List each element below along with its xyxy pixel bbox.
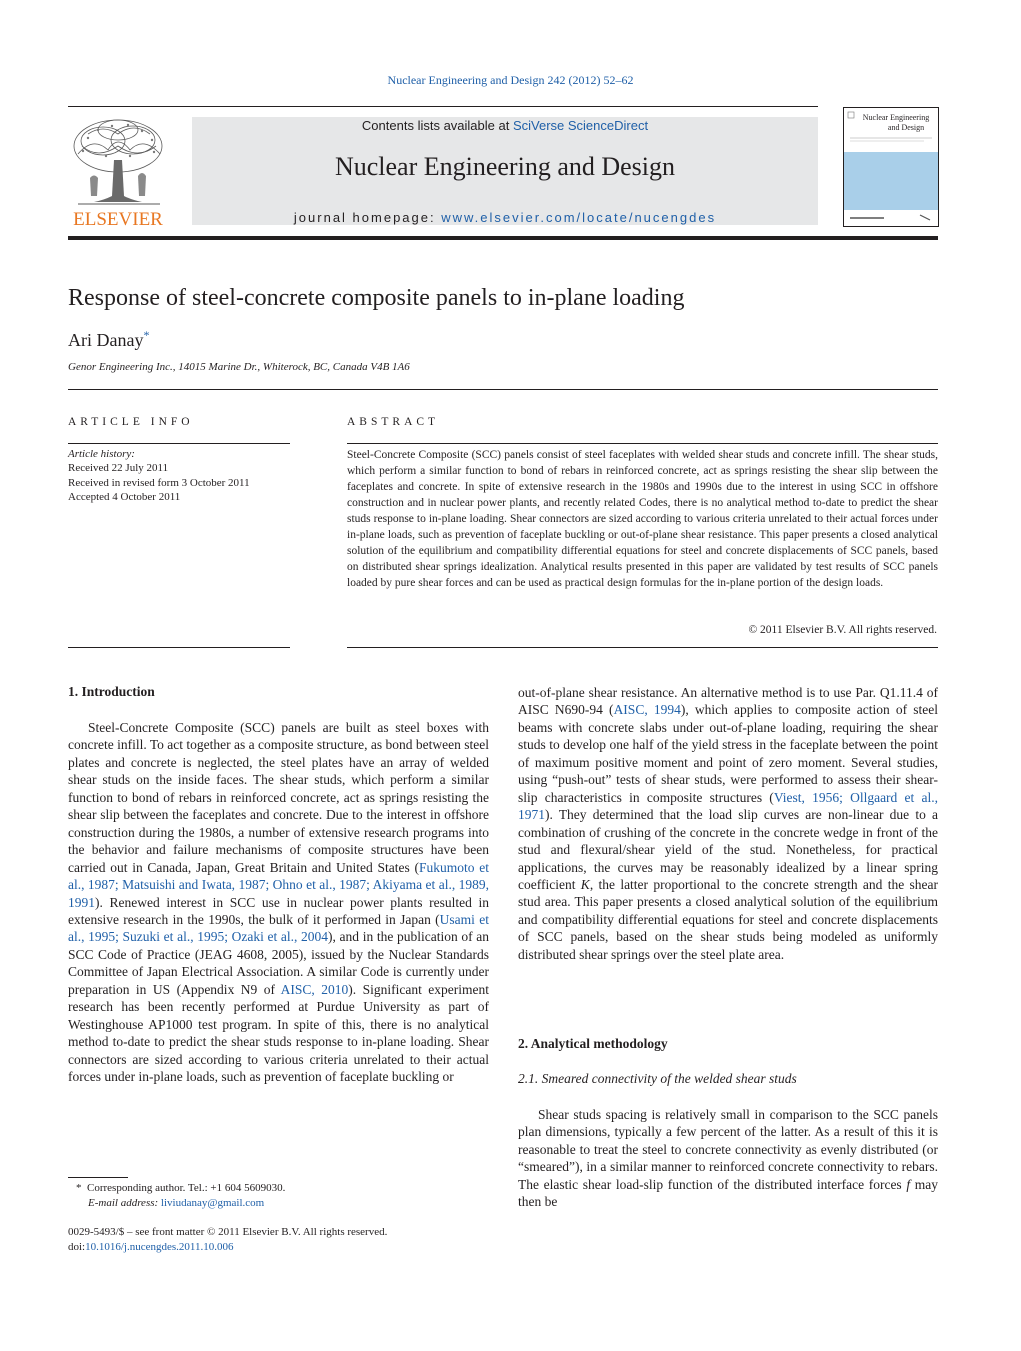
cont-text-4: , the latter proportional to the concrete strength and the shear stud area. This paper presents a closed analytical solution of the equilibrium and compatibility differential equations for steel and concrete displacements of SCC panels, based on the shear studs being modeled as uniformly distributed shear springs over the steel plate area. [518, 876, 938, 962]
journal-homepage-line [192, 210, 818, 225]
spring-coefficient-symbol: K [580, 876, 590, 892]
author-email-link[interactable]: liviudanay@gmail.com [160, 1197, 265, 1209]
article-history [68, 447, 250, 505]
abstract-heading: ABSTRACT [347, 416, 440, 428]
author-line [68, 328, 149, 351]
history-label: Article history: [68, 448, 135, 460]
intro-ref-2[interactable]: Usami et al., 1995; Suzuki et al., 1995; Ozaki et al., 2004 [68, 911, 489, 945]
doi-label: doi: [68, 1241, 86, 1253]
intro-text-2: ). Renewed interest in SCC use in nuclear power plants resulted in extensive research in the 1990s, the bulk of it performed in Japan ( [68, 894, 489, 927]
footnote-rule [68, 1177, 128, 1178]
email-label: E-mail address: [88, 1197, 161, 1209]
article-title: Response of steel-concrete composite panels to in-plane loading [68, 285, 685, 311]
article-info-rule-bottom [68, 647, 290, 648]
author-name[interactable]: Ari Danay [68, 330, 144, 350]
interface-force-symbol: f [906, 1176, 911, 1192]
abstract-rule-top [347, 443, 938, 444]
accepted-date: Accepted 4 October 2011 [68, 491, 181, 504]
footnote-mark: * [76, 1182, 82, 1194]
sciverse-link[interactable]: SciVerse ScienceDirect [512, 118, 649, 133]
author-affiliation: Genor Engineering Inc., 14015 Marine Dr., Whiterock, BC, Canada V4B 1A6 [68, 361, 410, 373]
header-top-rule [68, 106, 818, 107]
issn-line: 0029-5493/$ – see front matter © 2011 Elsevier B.V. All rights reserved. [68, 1226, 388, 1238]
article-info-heading: ARTICLE INFO [68, 416, 194, 428]
cont-ref-1[interactable]: AISC, 1994 [613, 702, 681, 718]
section-1-heading: 1. Introduction [68, 684, 155, 699]
cont-ref-2[interactable]: Viest, 1956; Ollgaard et al., 1971 [518, 789, 938, 823]
abstract-rule-bottom [347, 647, 938, 648]
journal-cover-thumbnail[interactable] [843, 107, 939, 227]
intro-text-3: ), and in the publication of an SCC Code of Practice (JEAG 4608, 2005), issued by the Nuclear Standards Committee of Japan Electrical Association. A similar Code is currently under preparation in US (Appendix N9 of [68, 929, 489, 997]
abstract-text: Steel-Concrete Composite (SCC) panels consist of steel faceplates with welded shear studs and concrete infill. The shear studs, which perform a similar function to bond of rebars in reinforced concrete, act as springs resisting the shear slip between the faceplates and concrete. In spite of extensive research in the 1980s and 1990s due to the interest in using SCC in offshore construction and in nuclear power plants, and recently related Codes, there is no analytical method to-date to predict the shear studs response to in-plane loading. Shear connectors are sized according to various criteria unrelated to their actual forces under in-plane loads, such as prevention of faceplate buckling or out-of-plane shear resistance. This paper presents a closed analytical solution of the equilibrium and compatibility differential equations for steel and concrete displacements of SCC panels, based on distributed shear springs idealization. Analytical results presented in this paper are validated by test results of SCC panels loaded by pure shear forces and can be used as practical design formulas for the in-plane portion of the design loads. [347, 449, 938, 589]
contents-availability-line [192, 118, 818, 133]
front-matter-info [68, 1225, 387, 1255]
section-2-1-paragraph [518, 1106, 938, 1211]
cont-text-3: ). They determined that the load slip curves are non-linear due to a combination of crushing of the concrete in the concrete wedge in front of the stud and flexural/shear yield of the stud. Nonetheless, for practical applications, the curves may be reasonably idealized by a linear spring coefficient [518, 807, 938, 892]
sec21-text-2: may then be [518, 1176, 938, 1210]
intro-ref-3[interactable]: AISC, 2010 [280, 981, 349, 997]
doi-link[interactable]: 10.1016/j.nucengdes.2011.10.006 [85, 1241, 234, 1253]
homepage-link[interactable]: www.elsevier.com/locate/nucengdes [441, 210, 717, 225]
intro-text-1: Steel-Concrete Composite (SCC) panels are built as steel boxes with concrete infill. To act together as a composite structure, as bond between steel plates and concrete is neglected, the steel plates have an array of welded shear studs on the inside faces. The shear studs, which perform a similar function to bond of rebars in reinforced concrete, act as springs resisting the shear slip between the faceplates and concrete. Due to the interest in offshore construction during the 1980s, a number of extensive research programs into the behavior and failure mechanisms of composite structures have been carried out in Canada, Japan, Great Britain and United States ( [68, 720, 489, 875]
elsevier-wordmark: ELSEVIER [73, 209, 163, 228]
intro-ref-1[interactable]: Fukumoto et al., 1987; Matsuishi and Iwata, 1987; Ohno et al., 1987; Akiyama et al., 1989, 1991 [68, 859, 489, 910]
abstract-copyright: © 2011 Elsevier B.V. All rights reserved. [748, 624, 937, 636]
cont-text-2: ), which applies to composite action of steel beams with concrete slabs under out-of-plane loading, requiring the shear studs to develop one half of the yield stress in the faceplate between the point of maximum positive moment and point of zero moment. Several studies, using “push-out” tests of shear studs, were performed to assess their shear-slip characteristics in composite structures ( [518, 702, 939, 805]
cover-title-line1: Nuclear Engineering [862, 113, 930, 122]
article-info-rule-top [68, 443, 290, 444]
homepage-prefix: journal homepage: [293, 210, 442, 225]
journal-cover-image [844, 108, 938, 226]
section-2-heading: 2. Analytical methodology [518, 1036, 668, 1051]
journal-name: Nuclear Engineering and Design [334, 152, 676, 181]
corresponding-author-footnote [68, 1181, 285, 1211]
cont-text-1: out-of-plane shear resistance. An alternative method is to use Par. Q1.11.4 of AISC N690-94 ( [518, 685, 938, 718]
intro-text-4: ). Significant experiment research has been recently performed at Purdue University as part of Westinghouse AP1000 test program. In spite of this, there is no analytical method to-date to predict the shear studs response to in-plane loading. Shear connectors are sized according to various criteria unrelated to their actual forces under in-plane loads, such as prevention of faceplate buckling or [68, 981, 489, 1085]
affiliation-rule [68, 389, 938, 390]
sec21-text-1: Shear studs spacing is relatively small in comparison to the SCC panels plan dimensions, typically a few percent of the latter. As a result of this it is reasonable to treat the steel to concrete connectivity as evenly distributed (or “smeared”), in a similar manner to reinforced concrete connectivity to rebars. The elastic shear load-slip function of the distributed interface forces [518, 1107, 938, 1192]
revised-date: Received in revised form 3 October 2011 [68, 476, 250, 489]
elsevier-logo[interactable] [68, 116, 169, 228]
intro-paragraph [68, 719, 489, 1086]
cover-title-line2: and Design [887, 123, 925, 132]
elsevier-tree-icon [68, 116, 169, 228]
corresponding-author-mark[interactable]: * [143, 328, 150, 342]
footnote-contact: Corresponding author. Tel.: +1 604 5609030. [87, 1182, 286, 1194]
intro-continuation [518, 684, 938, 963]
received-date: Received 22 July 2011 [68, 462, 169, 475]
journal-citation[interactable]: Nuclear Engineering and Design 242 (2012) 52–62 [387, 73, 634, 87]
contents-prefix: Contents lists available at [361, 118, 513, 133]
header-thick-rule [68, 236, 938, 240]
subsection-2-1-heading: 2.1. Smeared connectivity of the welded shear studs [518, 1071, 797, 1086]
